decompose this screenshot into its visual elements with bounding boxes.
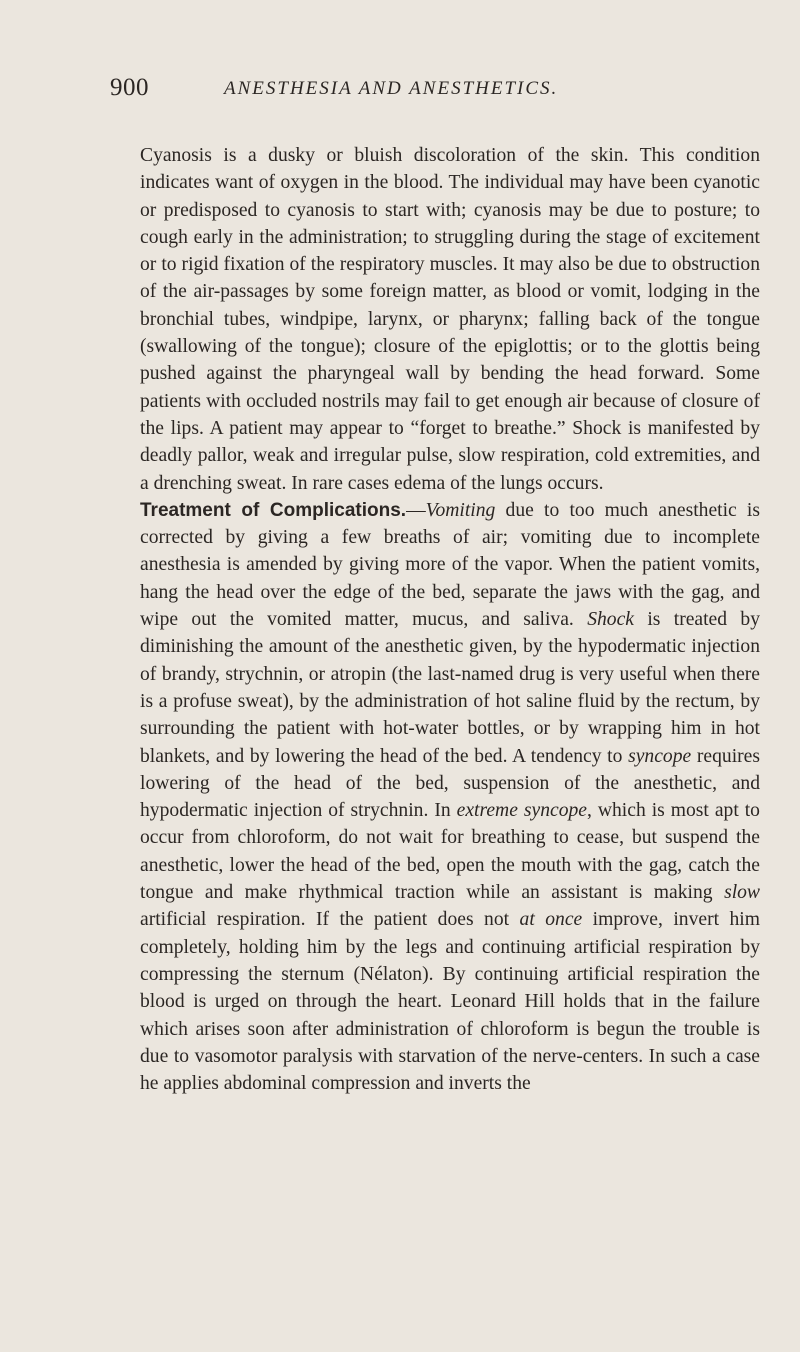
italic-term: syncope	[628, 745, 692, 767]
text-run: improve, invert him completely, holding him by the legs and continuing artificial respiration by compressing the sternum (Nélaton). By continuing artificial respiration the blood is urged on through the heart. Leonard Hill holds that in the failure which arises soon after administration of chloroform is begun the trouble is due to vasomotor paralysis with starvation of the nerve-centers. In such a case he applies abdominal compression and inverts the	[140, 909, 760, 1095]
paragraph	[140, 497, 760, 1098]
page-number: 900	[110, 74, 149, 101]
body-text	[140, 142, 760, 1097]
text-run: artificial respiration. If the patient does not	[140, 909, 520, 931]
text-run: —	[406, 499, 426, 521]
section-heading: Treatment of Complications.	[140, 499, 407, 521]
text-run: is treated by diminishing the amount of the anesthetic given, by the hypodermatic injection of brandy, strychnin, or atropin (the last-named drug is very useful when there is a profuse sweat), by the administration of hot saline fluid by the rectum, by surrounding the patient with hot-water bottles, or by wrapping him in hot blankets, and by lowering the head of the bed. A tendency to	[140, 609, 760, 767]
text-run: Cyanosis is a dusky or bluish discoloration of the skin. This condition indicates want of oxygen in the blood. The individual may have been cyanotic or predisposed to cyanosis to start with; cyanosis may be due to posture; to cough early in the administration; to struggling during the stage of excitement or to rigid fixation of the respiratory muscles. It may also be due to obstruction of the air-passages by some foreign matter, as blood or vomit, lodging in the bronchial tubes, windpipe, larynx, or pharynx; falling back of the tongue (swallowing of the tongue); closure of the epiglottis; or to the glottis being pushed against the pharyngeal wall by bending the head forward. Some patients with occluded nostrils may fail to get enough air because of closure of the lips. A patient may appear to “forget to breathe.” Shock is manifested by deadly pallor, weak and irregular pulse, slow respiration, cold extremities, and a drenching sweat. In rare cases edema of the lungs occurs.	[140, 145, 760, 494]
italic-term: Shock	[587, 609, 634, 631]
text-run: requires lowering of the head of the bed, suspension of the anesthetic, and hypodermatic injection of strychnin. In	[140, 745, 760, 822]
italic-term: slow	[724, 882, 760, 904]
paragraph	[140, 142, 760, 497]
italic-term: Vomiting	[425, 499, 496, 521]
page-header	[110, 74, 750, 110]
italic-term: at once	[519, 909, 583, 931]
italic-term: extreme syncope	[456, 800, 587, 822]
text-run: , which is most apt to occur from chloroform, do not wait for breathing to cease, but suspend the anesthetic, lower the head of the bed, open the mouth with the gag, catch the tongue and make rhythmical traction while an assistant is making	[140, 800, 760, 904]
running-head: ANESTHESIA AND ANESTHETICS.	[224, 78, 559, 99]
text-run: due to too much anesthetic is corrected by giving a few breaths of air; vomiting due to incomplete anesthesia is amended by giving more of the vapor. When the patient vomits, hang the head over the edge of the bed, separate the jaws with the gag, and wipe out the vomited matter, mucus, and saliva.	[140, 499, 760, 631]
